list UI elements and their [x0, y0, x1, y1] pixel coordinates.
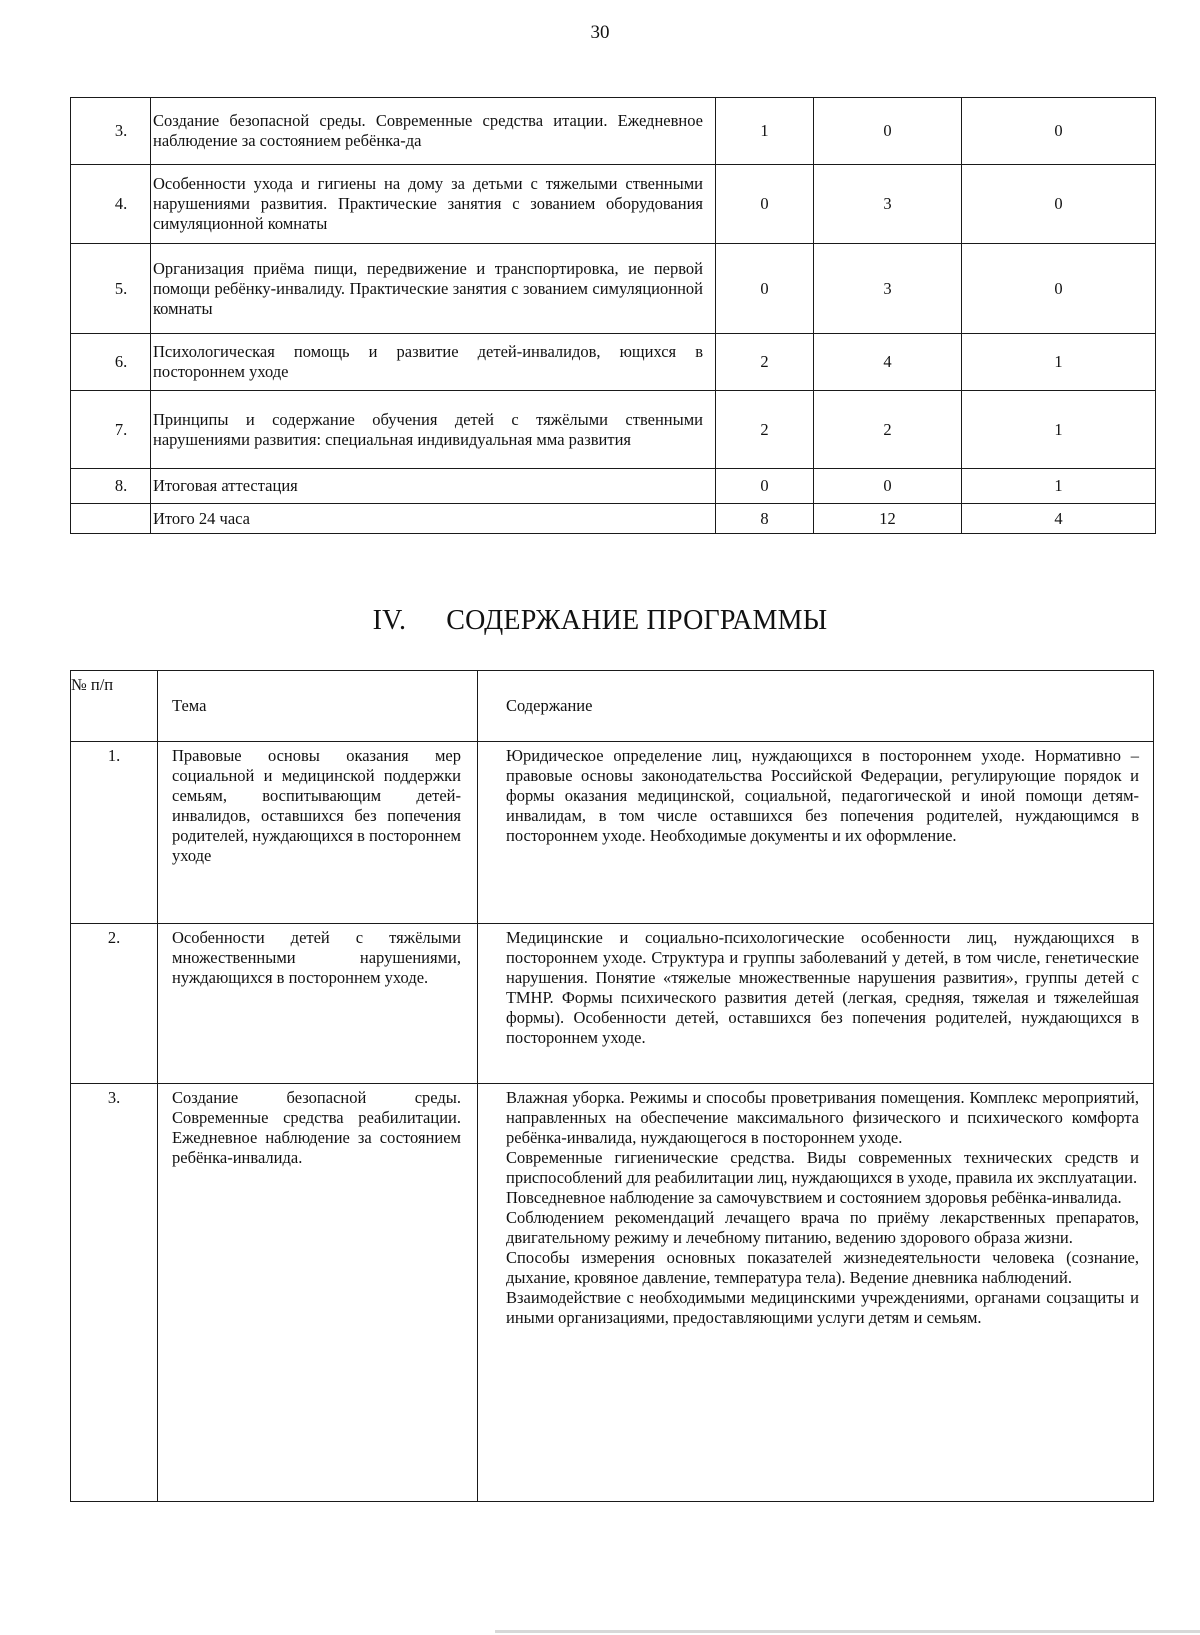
- hours-row: [71, 98, 1156, 165]
- section-number: IV.: [372, 605, 407, 636]
- lecture-hours: 0: [716, 469, 814, 504]
- practice-hours: 4: [814, 334, 962, 391]
- row-number: 3.: [71, 98, 151, 165]
- lecture-hours: 0: [716, 244, 814, 334]
- lecture-hours: 8: [716, 504, 814, 534]
- assessment-hours: 1: [962, 469, 1156, 504]
- hours-row: [71, 165, 1156, 244]
- content-paragraph: Влажная уборка. Режимы и способы проветривания помещения. Комплекс мероприятий, направленных на обеспечение максимального физического и психического комфорта ребёнка-инвалида, нуждающегося в постороннем уходе.: [506, 1088, 1139, 1147]
- practice-hours: 0: [814, 98, 962, 165]
- assessment-hours: 4: [962, 504, 1156, 534]
- row-number: 3.: [71, 1084, 158, 1502]
- practice-hours: 0: [814, 469, 962, 504]
- practice-hours: 12: [814, 504, 962, 534]
- row-number: 1.: [71, 742, 158, 924]
- row-content: [478, 924, 1154, 1084]
- content-paragraph: Юридическое определение лиц, нуждающихся в постороннем уходе. Нормативно – правовые основы законодательства Российской Федерации, регулирующие порядок и формы оказания медицинской, социальной, педагогической и иной помощи детям-инвалидам, в том числе оставшихся без попечения родителей, нуждающимся в постороннем уходе. Необходимые документы и их оформление.: [506, 746, 1139, 845]
- content-row: [71, 742, 1154, 924]
- row-content: [478, 1084, 1154, 1502]
- row-topic: [158, 1084, 478, 1502]
- content-paragraph: Соблюдением рекомендаций лечащего врача по приёму лекарственных препаратов, двигательному режиму и лечебному питанию, ведению здорового образа жизни.: [506, 1208, 1139, 1247]
- row-number: 7.: [71, 391, 151, 469]
- content-paragraph: Медицинские и социально-психологические особенности лиц, нуждающихся в постороннем уходе. Структура и группы заболеваний у детей, в том числе, генетические нарушения. Понятие «тяжелые множественные нарушения развития», группы детей с ТМНР. Формы психического развития детей (легкая, средняя, тяжелая и тяжелейшая формы). Особенности детей, оставшихся без попечения родителей, нуждающихся в постороннем уходе.: [506, 928, 1139, 1047]
- row-number: [71, 504, 151, 534]
- assessment-hours: 1: [962, 334, 1156, 391]
- row-number: 2.: [71, 924, 158, 1084]
- section-heading: СОДЕРЖАНИЕ ПРОГРАММЫ: [446, 605, 828, 636]
- row-topic: Итоговая аттестация: [151, 469, 716, 504]
- content-table-header: [71, 671, 1154, 742]
- lecture-hours: 0: [716, 165, 814, 244]
- header-number: № п/п: [71, 671, 158, 742]
- row-topic: Психологическая помощь и развитие детей-инвалидов, ющихся в постороннем уходе: [151, 334, 716, 391]
- topic-text: Правовые основы оказания мер социальной и медицинской поддержки семьям, воспитывающим детей-инвалидов, оставшихся без попечения родителей, нуждающихся в постороннем уходе: [172, 746, 461, 865]
- page-number: 30: [590, 22, 610, 43]
- row-topic: Организация приёма пищи, передвижение и транспортировка, ие первой помощи ребёнку-инвалиду. Практические занятия с зованием симуляционной комнаты: [151, 244, 716, 334]
- content-table: [70, 670, 1154, 1502]
- row-topic: [158, 742, 478, 924]
- row-number: 8.: [71, 469, 151, 504]
- hours-row: [71, 244, 1156, 334]
- hours-row: [71, 469, 1156, 504]
- lecture-hours: 2: [716, 391, 814, 469]
- header-content: Содержание: [478, 671, 1154, 742]
- practice-hours: 2: [814, 391, 962, 469]
- content-row: [71, 924, 1154, 1084]
- row-topic: Особенности ухода и гигиены на дому за детьми с тяжелыми ственными нарушениями развития. Практические занятия с зованием оборудования симуляционной комнаты: [151, 165, 716, 244]
- content-paragraph: Взаимодействие с необходимыми медицинскими учреждениями, органами соцзащиты и иными организациями, предоставляющими услуги детям и семьям.: [506, 1288, 1139, 1327]
- row-topic: Создание безопасной среды. Современные средства итации. Ежедневное наблюдение за состоянием ребёнка-да: [151, 98, 716, 165]
- row-topic: [158, 924, 478, 1084]
- row-number: 5.: [71, 244, 151, 334]
- practice-hours: 3: [814, 244, 962, 334]
- assessment-hours: 1: [962, 391, 1156, 469]
- row-topic: Итого 24 часа: [151, 504, 716, 534]
- total-row: [71, 504, 1156, 534]
- content-paragraph: Современные гигиенические средства. Виды современных технических средств и приспособлений для реабилитации лиц, нуждающихся в уходе, правила их эксплуатации.: [506, 1148, 1139, 1187]
- hours-table: [70, 97, 1156, 534]
- row-number: 6.: [71, 334, 151, 391]
- scan-edge-line: [495, 1630, 1200, 1633]
- content-row: [71, 1084, 1154, 1502]
- row-topic: Принципы и содержание обучения детей с тяжёлыми ственными нарушениями развития: специальная индивидуальная мма развития: [151, 391, 716, 469]
- assessment-hours: 0: [962, 165, 1156, 244]
- hours-row: [71, 391, 1156, 469]
- assessment-hours: 0: [962, 98, 1156, 165]
- lecture-hours: 1: [716, 98, 814, 165]
- row-content: [478, 742, 1154, 924]
- lecture-hours: 2: [716, 334, 814, 391]
- content-paragraph: Способы измерения основных показателей жизнедеятельности человека (сознание, дыхание, кровяное давление, температура тела). Ведение дневника наблюдений.: [506, 1248, 1139, 1287]
- topic-text: Особенности детей с тяжёлыми множественными нарушениями, нуждающихся в постороннем уходе.: [172, 928, 461, 987]
- header-topic: Тема: [158, 671, 478, 742]
- hours-row: [71, 334, 1156, 391]
- section-title: [0, 605, 1200, 637]
- row-number: 4.: [71, 165, 151, 244]
- assessment-hours: 0: [962, 244, 1156, 334]
- content-paragraph: Повседневное наблюдение за самочувствием и состоянием здоровья ребёнка-инвалида.: [506, 1188, 1122, 1207]
- practice-hours: 3: [814, 165, 962, 244]
- topic-text: Создание безопасной среды. Современные средства реабилитации. Ежедневное наблюдение за состоянием ребёнка-инвалида.: [172, 1088, 461, 1167]
